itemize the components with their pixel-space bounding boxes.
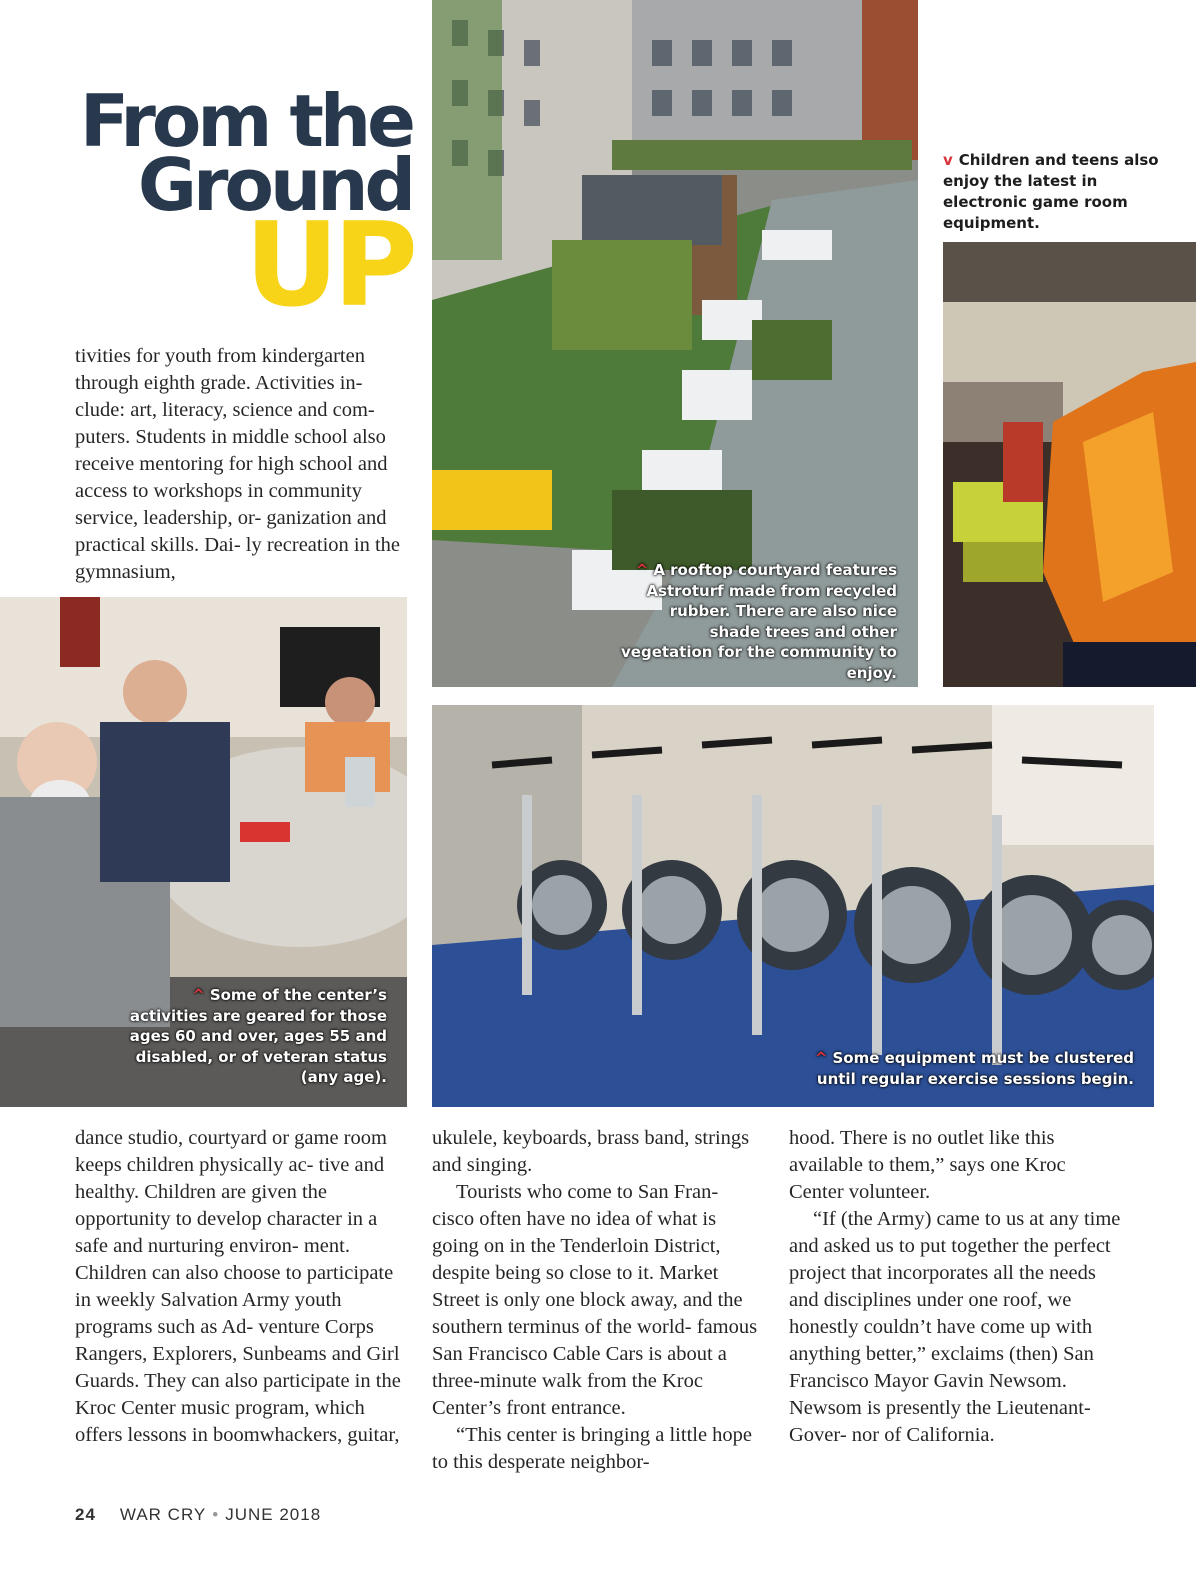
footer-separator: • (212, 1505, 220, 1524)
caption-down-arrow-icon: v (943, 151, 953, 169)
rooftop-caption (617, 560, 897, 683)
headline-line-1: From the (79, 79, 412, 163)
headline (62, 79, 412, 333)
rooftop-caption-text: A rooftop courtyard features Astroturf made from recycled rubber. There are also nice shade trees and other vegetation for the community to enjoy. (621, 561, 897, 682)
bikes-caption (812, 1048, 1134, 1089)
game-room-photo (943, 242, 1196, 687)
column-3-paragraph-2: “If (the Army) came to us at any time and asked us to put together the perfect project that incorporates all the needs and disciplines under one roof, we honestly couldn’t have come up with anything better,” exclaims (then) San Francisco Mayor Gavin Newsom. Newsom is presently the Lieutenant-Gover- nor of California. (789, 1208, 1121, 1446)
game-room-caption-text: Children and teens also enjoy the latest in electronic game room equipment. (943, 151, 1159, 232)
caption-up-arrow-icon: ^ (192, 986, 205, 1004)
column-top (75, 343, 407, 586)
page-footer (75, 1505, 321, 1525)
column-top-text: tivities for youth from kindergarten through eighth grade. Activities in- clude: art, literacy, science and com- puters. Students in middle school also receive mentoring for high school and access to workshops in community service, leadership, or- ganization and practical skills. Dai- ly recreation in the gymnasium, (75, 345, 401, 583)
rooftop-photo (432, 0, 918, 687)
game-room-caption (943, 150, 1173, 234)
issue-date: JUNE 2018 (225, 1505, 322, 1524)
column-2-paragraph-3: “This center is bringing a little hope to this desperate neighbor- (432, 1424, 753, 1473)
page-number: 24 (75, 1505, 96, 1524)
column-2-paragraph-1: ukulele, keyboards, brass band, strings and singing. (432, 1127, 750, 1176)
column-3 (789, 1125, 1124, 1449)
seniors-caption (125, 985, 387, 1088)
seniors-photo (0, 597, 407, 1107)
caption-up-arrow-icon: ^ (814, 1049, 828, 1067)
column-3-paragraph-1: hood. There is no outlet like this available to them,” says one Kroc Center volunteer. (789, 1127, 1066, 1203)
seniors-caption-text: Some of the center’s activities are geared for those ages 60 and over, ages 55 and disabled, or of veteran status (any age). (129, 986, 387, 1086)
bikes-illustration (432, 705, 1154, 1107)
caption-up-arrow-icon: ^ (635, 561, 649, 579)
column-1-text: dance studio, courtyard or game room keeps children physically ac- tive and healthy. Children are given the opportunity to develop character in a safe and nurturing environ- ment. Children can also choose to participate in weekly Salvation Army youth programs such as Ad- venture Corps Rangers, Explorers, Sunbeams and Girl Guards. They can also participate in the Kroc Center music program, which offers lessons in boomwhackers, guitar, (75, 1127, 401, 1446)
publication-name: WAR CRY (119, 1505, 207, 1524)
column-1 (75, 1125, 408, 1449)
column-2 (432, 1125, 765, 1476)
bikes-caption-text: Some equipment must be clustered until regular exercise sessions begin. (816, 1049, 1134, 1088)
column-2-paragraph-2: Tourists who come to San Fran- cisco often have no idea of what is going on in the Tenderloin District, despite being so close to it. Market Street is only one block away, and the southern terminus of the world- famous San Francisco Cable Cars is about a three-minute walk from the Kroc Center’s front entrance. (432, 1181, 758, 1419)
headline-line-2: Ground (137, 143, 412, 227)
game-room-illustration (943, 242, 1196, 687)
bikes-photo (432, 705, 1154, 1107)
headline-line-3: UP (244, 198, 412, 333)
